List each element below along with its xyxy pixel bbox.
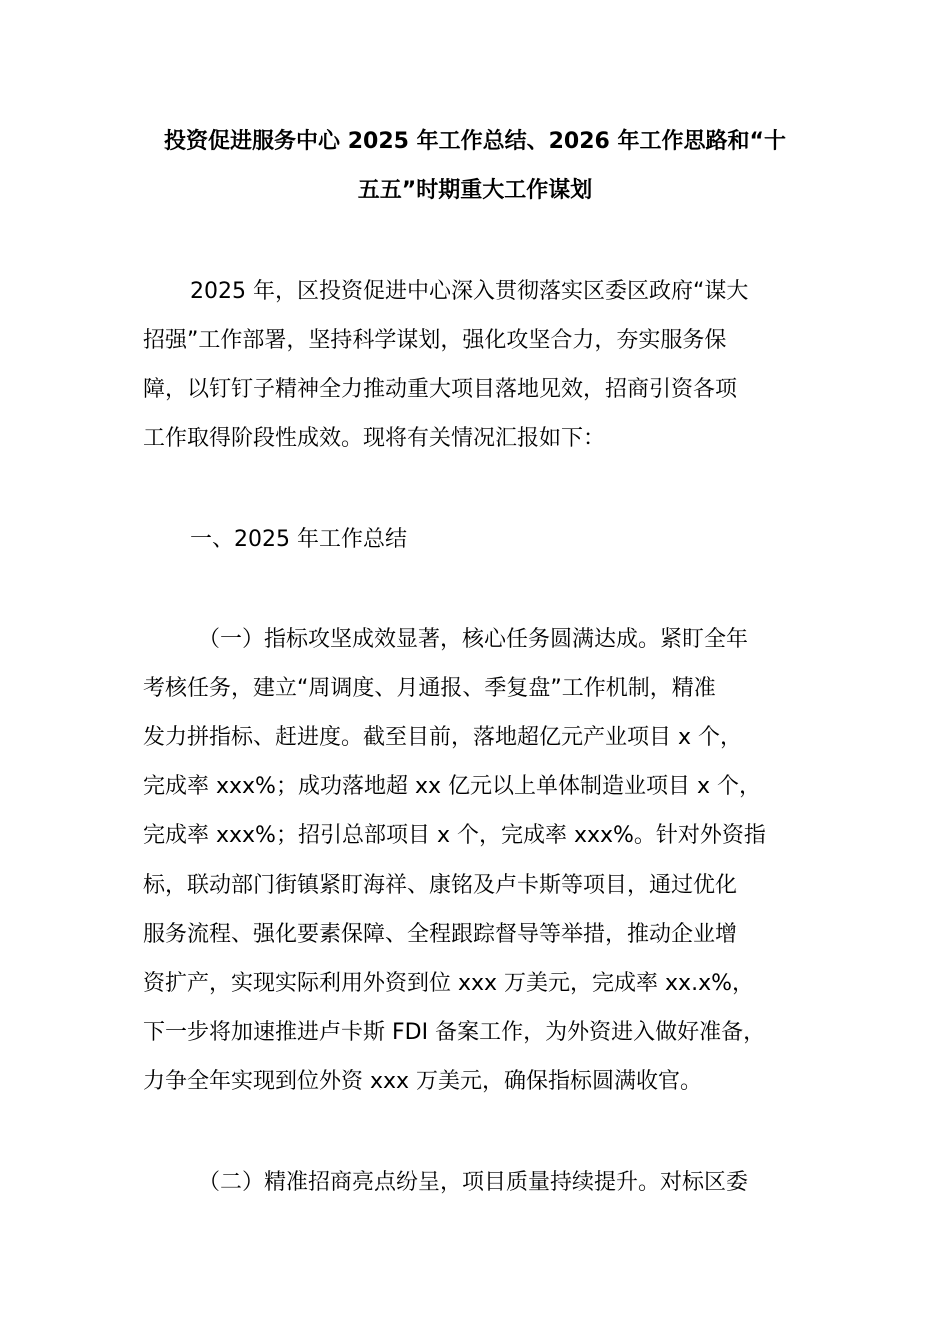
intro-line-1: 2025 年，区投资促进中心深入贯彻落实区委区政府“谋大	[190, 279, 749, 304]
intro-line-4: 工作取得阶段性成效。现将有关情况汇报如下：	[143, 426, 606, 451]
document-title-line-1: 投资促进服务中心 2025 年工作总结、2026 年工作思路和“十	[164, 129, 786, 154]
para1-line-8: 资扩产，实现实际利用外资到位 xxx 万美元，完成率 xx.x%，	[143, 971, 754, 996]
para1-line-5: 完成率 xxx%；招引总部项目 x 个，完成率 xxx%。针对外资指	[143, 823, 766, 848]
para2-line-1: （二）精准招商亮点纷呈，项目质量持续提升。对标区委	[198, 1170, 749, 1195]
para1-line-7: 服务流程、强化要素保障、全程跟踪督导等举措，推动企业增	[143, 922, 738, 947]
intro-line-2: 招强”工作部署，坚持科学谋划，强化攻坚合力，夯实服务保	[143, 328, 727, 353]
section-heading: 一、2025 年工作总结	[190, 527, 407, 552]
para1-line-4: 完成率 xxx%；成功落地超 xx 亿元以上单体制造业项目 x 个，	[143, 774, 761, 799]
para1-line-3: 发力拼指标、赶进度。截至目前，落地超亿元产业项目 x 个，	[143, 725, 743, 750]
para1-line-10: 力争全年实现到位外资 xxx 万美元，确保指标圆满收官。	[143, 1069, 703, 1094]
intro-line-3: 障，以钉钉子精神全力推动重大项目落地见效，招商引资各项	[143, 377, 738, 402]
para1-line-1: （一）指标攻坚成效显著，核心任务圆满达成。紧盯全年	[198, 627, 749, 652]
para1-line-2: 考核任务，建立“周调度、月通报、季复盘”工作机制，精准	[143, 676, 716, 701]
para1-line-9: 下一步将加速推进卢卡斯 FDI 备案工作，为外资进入做好准备，	[143, 1020, 766, 1045]
document-title-line-2: 五五”时期重大工作谋划	[357, 178, 593, 203]
para1-line-6: 标，联动部门街镇紧盯海祥、康铭及卢卡斯等项目，通过优化	[143, 873, 738, 898]
